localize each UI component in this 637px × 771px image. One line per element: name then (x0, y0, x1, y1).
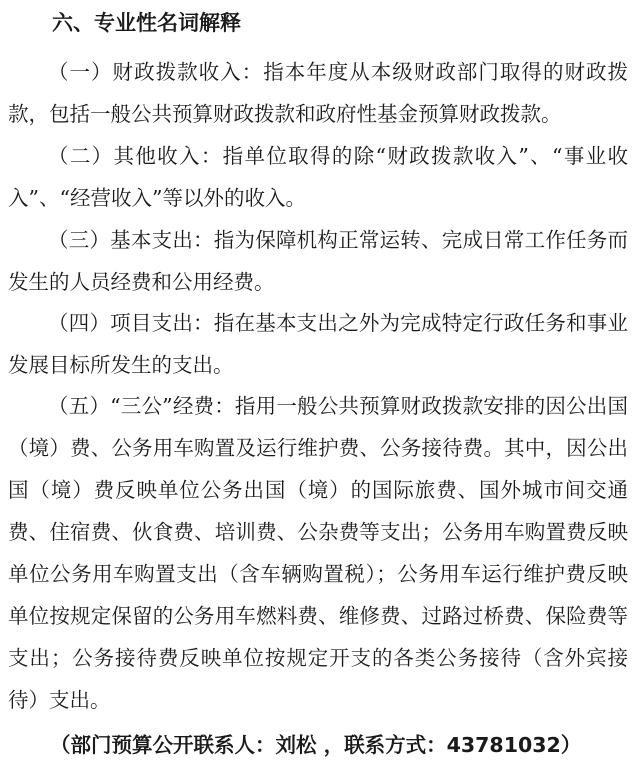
contact-line: （部门预算公开联系人：刘松 ，联系方式：43781032） (50, 733, 582, 757)
definition-project-expenditure: （四）项目支出：指在基本支出之外为完成特定行政任务和事业发展目标所发生的支出。 (8, 311, 628, 377)
definition-basic-expenditure: （三）基本支出：指为保障机构正常运转、完成日常工作任务而发生的人员经费和公用经费。 (8, 228, 628, 294)
definition-other-income: （二）其他收入：指单位取得的除“财政拨款收入”、“事业收入”、“经营收入”等以外的收入。 (8, 144, 628, 210)
definition-three-public-expenses: （五）“三公”经费：指用一般公共预算财政拨款安排的因公出国（境）费、公务用车购置及运行维护费、公务接待费。其中，因公出国（境）费反映单位公务出国（境）的国际旅费、国外城市间交通费、住宿费、伙食费、培训费、公杂费等支出；公务用车购置费反映单位公务用车购置支出（含车辆购置税）；公务用车运行维护费反映单位按规定保留的公务用车燃料费、维修费、过路过桥费、保险费等支出；公务接待费反映单位按规定开支的各类公务接待（含外宾接待）支出。 (8, 394, 628, 712)
section-heading: 六、专业性名词解释 (52, 11, 241, 35)
definition-fiscal-appropriation-income: （一）财政拨款收入：指本年度从本级财政部门取得的财政拨款，包括一般公共预算财政拨款和政府性基金预算财政拨款。 (8, 60, 628, 126)
